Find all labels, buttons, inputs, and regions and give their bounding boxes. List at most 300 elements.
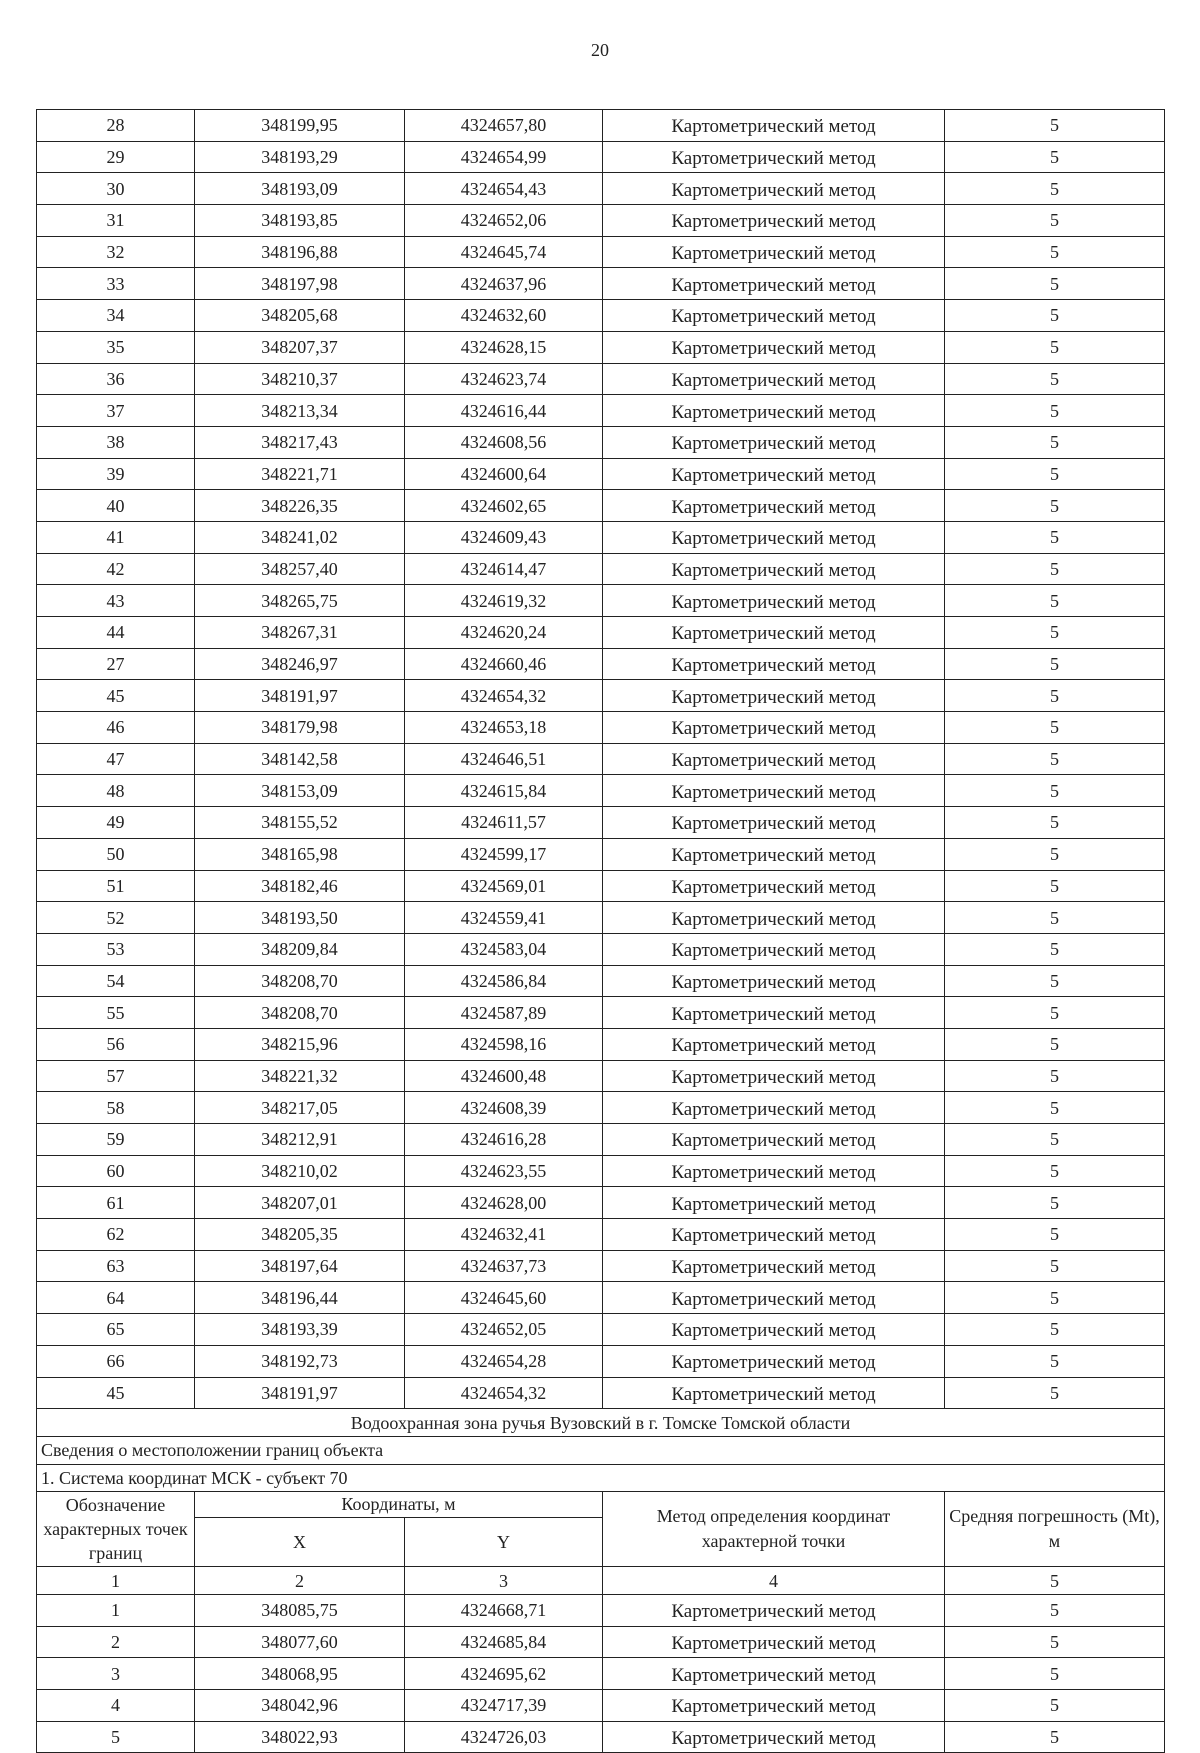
coord-x: 348221,32	[195, 1060, 405, 1092]
coord-x: 348191,97	[195, 680, 405, 712]
point-number: 28	[37, 110, 195, 142]
coord-x: 348217,43	[195, 426, 405, 458]
coord-x: 348207,37	[195, 331, 405, 363]
point-number: 46	[37, 712, 195, 744]
point-number: 52	[37, 902, 195, 934]
coord-y: 4324654,32	[405, 680, 603, 712]
point-number: 63	[37, 1250, 195, 1282]
coord-x: 348209,84	[195, 933, 405, 965]
mean-error: 5	[945, 236, 1165, 268]
column-number: 2	[195, 1567, 405, 1595]
coord-y: 4324652,05	[405, 1314, 603, 1346]
coord-x: 348205,68	[195, 300, 405, 332]
coord-y: 4324645,74	[405, 236, 603, 268]
coord-y: 4324600,48	[405, 1060, 603, 1092]
method: Картометрический метод	[603, 743, 945, 775]
point-number: 2	[37, 1626, 195, 1658]
coord-y: 4324726,03	[405, 1721, 603, 1753]
coord-x: 348215,96	[195, 1028, 405, 1060]
coord-y: 4324628,15	[405, 331, 603, 363]
coord-y: 4324637,96	[405, 268, 603, 300]
table-row	[37, 363, 1165, 395]
coord-x: 348207,01	[195, 1187, 405, 1219]
method: Картометрический метод	[603, 1092, 945, 1124]
point-number: 43	[37, 585, 195, 617]
column-number: 5	[945, 1567, 1165, 1595]
point-number: 58	[37, 1092, 195, 1124]
table-row	[37, 933, 1165, 965]
coord-x: 348193,39	[195, 1314, 405, 1346]
coord-y: 4324586,84	[405, 965, 603, 997]
table-row	[37, 775, 1165, 807]
header-method: Метод определения координат характерной точки	[603, 1492, 945, 1567]
mean-error: 5	[945, 997, 1165, 1029]
table-row	[37, 458, 1165, 490]
mean-error: 5	[945, 807, 1165, 839]
point-number: 4	[37, 1690, 195, 1722]
point-number: 51	[37, 870, 195, 902]
mean-error: 5	[945, 743, 1165, 775]
table-row	[37, 1594, 1165, 1626]
method: Картометрический метод	[603, 1155, 945, 1187]
table-row	[37, 1124, 1165, 1156]
mean-error: 5	[945, 775, 1165, 807]
coord-x: 348077,60	[195, 1626, 405, 1658]
method: Картометрический метод	[603, 838, 945, 870]
table-row	[37, 1155, 1165, 1187]
table-row	[37, 712, 1165, 744]
table-row	[37, 300, 1165, 332]
coord-x: 348192,73	[195, 1345, 405, 1377]
table-row	[37, 1721, 1165, 1753]
point-number: 50	[37, 838, 195, 870]
coord-x: 348212,91	[195, 1124, 405, 1156]
mean-error: 5	[945, 1690, 1165, 1722]
mean-error: 5	[945, 870, 1165, 902]
mean-error: 5	[945, 521, 1165, 553]
coord-x: 348165,98	[195, 838, 405, 870]
coord-y: 4324619,32	[405, 585, 603, 617]
mean-error: 5	[945, 173, 1165, 205]
coord-x: 348182,46	[195, 870, 405, 902]
info-row	[37, 1436, 1165, 1464]
mean-error: 5	[945, 712, 1165, 744]
mean-error: 5	[945, 426, 1165, 458]
coord-x: 348197,98	[195, 268, 405, 300]
coord-x: 348142,58	[195, 743, 405, 775]
method: Картометрический метод	[603, 426, 945, 458]
method: Картометрический метод	[603, 1690, 945, 1722]
coordinate-system-line: 1. Система координат МСК - субъект 70	[37, 1464, 1165, 1492]
mean-error: 5	[945, 363, 1165, 395]
mean-error: 5	[945, 458, 1165, 490]
mean-error: 5	[945, 1250, 1165, 1282]
method: Картометрический метод	[603, 300, 945, 332]
point-number: 57	[37, 1060, 195, 1092]
table-row	[37, 1092, 1165, 1124]
mean-error: 5	[945, 490, 1165, 522]
mean-error: 5	[945, 141, 1165, 173]
coord-y: 4324623,55	[405, 1155, 603, 1187]
point-number: 44	[37, 617, 195, 649]
table-row	[37, 141, 1165, 173]
table-row	[37, 902, 1165, 934]
method: Картометрический метод	[603, 585, 945, 617]
coord-y: 4324623,74	[405, 363, 603, 395]
column-numbers-row	[37, 1567, 1165, 1595]
method: Картометрический метод	[603, 236, 945, 268]
coord-y: 4324654,32	[405, 1377, 603, 1409]
point-number: 45	[37, 680, 195, 712]
point-number: 39	[37, 458, 195, 490]
point-number: 56	[37, 1028, 195, 1060]
mean-error: 5	[945, 648, 1165, 680]
coord-x: 348042,96	[195, 1690, 405, 1722]
method: Картометрический метод	[603, 1282, 945, 1314]
mean-error: 5	[945, 1658, 1165, 1690]
coord-y: 4324620,24	[405, 617, 603, 649]
coord-x: 348193,50	[195, 902, 405, 934]
point-number: 54	[37, 965, 195, 997]
coord-y: 4324559,41	[405, 902, 603, 934]
mean-error: 5	[945, 1124, 1165, 1156]
coord-x: 348085,75	[195, 1594, 405, 1626]
table-row	[37, 965, 1165, 997]
method: Картометрический метод	[603, 1187, 945, 1219]
coord-x: 348208,70	[195, 997, 405, 1029]
point-number: 42	[37, 553, 195, 585]
table-row	[37, 585, 1165, 617]
coord-y: 4324646,51	[405, 743, 603, 775]
coord-y: 4324602,65	[405, 490, 603, 522]
coord-x: 348213,34	[195, 395, 405, 427]
coord-x: 348068,95	[195, 1658, 405, 1690]
method: Картометрический метод	[603, 363, 945, 395]
coord-system-row	[37, 1464, 1165, 1492]
table-row	[37, 743, 1165, 775]
table-row	[37, 1658, 1165, 1690]
header-error: Средняя погрешность (Mt), м	[945, 1492, 1165, 1567]
mean-error: 5	[945, 110, 1165, 142]
method: Картометрический метод	[603, 490, 945, 522]
table-row	[37, 1690, 1165, 1722]
table-row	[37, 838, 1165, 870]
coord-y: 4324616,44	[405, 395, 603, 427]
coord-x: 348217,05	[195, 1092, 405, 1124]
coord-x: 348196,44	[195, 1282, 405, 1314]
method: Картометрический метод	[603, 680, 945, 712]
coordinates-table	[36, 109, 1165, 1753]
table-row	[37, 173, 1165, 205]
point-number: 41	[37, 521, 195, 553]
table-row	[37, 1314, 1165, 1346]
table-row	[37, 268, 1165, 300]
mean-error: 5	[945, 1028, 1165, 1060]
point-number: 38	[37, 426, 195, 458]
coord-y: 4324695,62	[405, 1658, 603, 1690]
method: Картометрический метод	[603, 173, 945, 205]
mean-error: 5	[945, 395, 1165, 427]
table-row	[37, 395, 1165, 427]
table-row	[37, 997, 1165, 1029]
mean-error: 5	[945, 1282, 1165, 1314]
mean-error: 5	[945, 268, 1165, 300]
header-row-1	[37, 1492, 1165, 1518]
coord-x: 348210,37	[195, 363, 405, 395]
point-number: 62	[37, 1219, 195, 1251]
mean-error: 5	[945, 1155, 1165, 1187]
column-number: 1	[37, 1567, 195, 1595]
coord-y: 4324611,57	[405, 807, 603, 839]
coord-x: 348193,09	[195, 173, 405, 205]
point-number: 30	[37, 173, 195, 205]
table-row	[37, 110, 1165, 142]
mean-error: 5	[945, 1314, 1165, 1346]
coord-y: 4324653,18	[405, 712, 603, 744]
method: Картометрический метод	[603, 553, 945, 585]
coord-x: 348191,97	[195, 1377, 405, 1409]
method: Картометрический метод	[603, 1314, 945, 1346]
table-row	[37, 1028, 1165, 1060]
header-coordinates: Координаты, м	[195, 1492, 603, 1518]
table-row	[37, 1060, 1165, 1092]
point-number: 31	[37, 205, 195, 237]
coord-y: 4324569,01	[405, 870, 603, 902]
coord-y: 4324654,28	[405, 1345, 603, 1377]
method: Картометрический метод	[603, 807, 945, 839]
method: Картометрический метод	[603, 1626, 945, 1658]
mean-error: 5	[945, 1092, 1165, 1124]
coord-y: 4324583,04	[405, 933, 603, 965]
point-number: 53	[37, 933, 195, 965]
column-number: 4	[603, 1567, 945, 1595]
coord-x: 348196,88	[195, 236, 405, 268]
mean-error: 5	[945, 553, 1165, 585]
table-row	[37, 1250, 1165, 1282]
method: Картометрический метод	[603, 1658, 945, 1690]
table-row	[37, 1282, 1165, 1314]
coord-x: 348179,98	[195, 712, 405, 744]
method: Картометрический метод	[603, 1060, 945, 1092]
method: Картометрический метод	[603, 870, 945, 902]
method: Картометрический метод	[603, 965, 945, 997]
table-body-top	[37, 110, 1165, 1409]
coord-x: 348246,97	[195, 648, 405, 680]
point-number: 3	[37, 1658, 195, 1690]
point-number: 48	[37, 775, 195, 807]
table-row	[37, 331, 1165, 363]
point-number: 40	[37, 490, 195, 522]
point-number: 37	[37, 395, 195, 427]
column-number: 3	[405, 1567, 603, 1595]
coord-x: 348153,09	[195, 775, 405, 807]
point-number: 32	[37, 236, 195, 268]
table-row	[37, 1345, 1165, 1377]
object-info-line: Сведения о местоположении границ объекта	[37, 1436, 1165, 1464]
method: Картометрический метод	[603, 712, 945, 744]
point-number: 45	[37, 1377, 195, 1409]
point-number: 59	[37, 1124, 195, 1156]
coord-y: 4324616,28	[405, 1124, 603, 1156]
point-number: 49	[37, 807, 195, 839]
coord-y: 4324615,84	[405, 775, 603, 807]
method: Картометрический метод	[603, 205, 945, 237]
page-number: 20	[591, 40, 609, 60]
point-number: 65	[37, 1314, 195, 1346]
table-body-bottom	[37, 1594, 1165, 1752]
method: Картометрический метод	[603, 521, 945, 553]
table-row	[37, 236, 1165, 268]
point-number: 33	[37, 268, 195, 300]
table-row	[37, 553, 1165, 585]
table-row	[37, 426, 1165, 458]
point-number: 27	[37, 648, 195, 680]
coord-x: 348226,35	[195, 490, 405, 522]
coord-x: 348210,02	[195, 1155, 405, 1187]
method: Картометрический метод	[603, 458, 945, 490]
mean-error: 5	[945, 1345, 1165, 1377]
coord-y: 4324685,84	[405, 1626, 603, 1658]
point-number: 55	[37, 997, 195, 1029]
coord-x: 348193,29	[195, 141, 405, 173]
coord-y: 4324645,60	[405, 1282, 603, 1314]
mean-error: 5	[945, 331, 1165, 363]
point-number: 34	[37, 300, 195, 332]
coord-y: 4324668,71	[405, 1594, 603, 1626]
mean-error: 5	[945, 205, 1165, 237]
method: Картометрический метод	[603, 1219, 945, 1251]
coord-y: 4324614,47	[405, 553, 603, 585]
coord-x: 348193,85	[195, 205, 405, 237]
method: Картометрический метод	[603, 617, 945, 649]
coord-y: 4324609,43	[405, 521, 603, 553]
table-row	[37, 617, 1165, 649]
mean-error: 5	[945, 933, 1165, 965]
coord-y: 4324599,17	[405, 838, 603, 870]
coord-y: 4324632,60	[405, 300, 603, 332]
point-number: 66	[37, 1345, 195, 1377]
mean-error: 5	[945, 300, 1165, 332]
method: Картометрический метод	[603, 648, 945, 680]
coord-x: 348241,02	[195, 521, 405, 553]
table-row	[37, 490, 1165, 522]
table-row	[37, 1377, 1165, 1409]
coord-y: 4324587,89	[405, 997, 603, 1029]
method: Картометрический метод	[603, 395, 945, 427]
mean-error: 5	[945, 1626, 1165, 1658]
method: Картометрический метод	[603, 1028, 945, 1060]
coord-x: 348208,70	[195, 965, 405, 997]
method: Картометрический метод	[603, 997, 945, 1029]
mean-error: 5	[945, 1187, 1165, 1219]
header-designation: Обозначение характерных точек границ	[37, 1492, 195, 1567]
header-y: Y	[405, 1518, 603, 1567]
method: Картометрический метод	[603, 1594, 945, 1626]
coord-y: 4324660,46	[405, 648, 603, 680]
point-number: 36	[37, 363, 195, 395]
mean-error: 5	[945, 838, 1165, 870]
table-row	[37, 680, 1165, 712]
method: Картометрический метод	[603, 268, 945, 300]
mean-error: 5	[945, 1377, 1165, 1409]
mean-error: 5	[945, 680, 1165, 712]
point-number: 61	[37, 1187, 195, 1219]
method: Картометрический метод	[603, 331, 945, 363]
mean-error: 5	[945, 965, 1165, 997]
table-row	[37, 1219, 1165, 1251]
mean-error: 5	[945, 1594, 1165, 1626]
method: Картометрический метод	[603, 902, 945, 934]
point-number: 60	[37, 1155, 195, 1187]
table-section	[37, 1409, 1165, 1595]
point-number: 35	[37, 331, 195, 363]
coord-y: 4324628,00	[405, 1187, 603, 1219]
coord-y: 4324652,06	[405, 205, 603, 237]
mean-error: 5	[945, 902, 1165, 934]
coord-x: 348205,35	[195, 1219, 405, 1251]
method: Картометрический метод	[603, 141, 945, 173]
coord-y: 4324657,80	[405, 110, 603, 142]
coord-x: 348265,75	[195, 585, 405, 617]
coord-y: 4324654,99	[405, 141, 603, 173]
method: Картометрический метод	[603, 1377, 945, 1409]
point-number: 29	[37, 141, 195, 173]
table-row	[37, 807, 1165, 839]
method: Картометрический метод	[603, 1124, 945, 1156]
mean-error: 5	[945, 1060, 1165, 1092]
method: Картометрический метод	[603, 933, 945, 965]
method: Картометрический метод	[603, 110, 945, 142]
coord-y: 4324608,39	[405, 1092, 603, 1124]
coord-y: 4324598,16	[405, 1028, 603, 1060]
zone-title-row	[37, 1409, 1165, 1437]
coord-y: 4324717,39	[405, 1690, 603, 1722]
mean-error: 5	[945, 617, 1165, 649]
coord-y: 4324637,73	[405, 1250, 603, 1282]
table-row	[37, 521, 1165, 553]
zone-title: Водоохранная зона ручья Вузовский в г. Томске Томской области	[37, 1409, 1165, 1437]
method: Картометрический метод	[603, 1721, 945, 1753]
coord-y: 4324608,56	[405, 426, 603, 458]
table-row	[37, 1626, 1165, 1658]
mean-error: 5	[945, 1721, 1165, 1753]
coord-y: 4324600,64	[405, 458, 603, 490]
method: Картометрический метод	[603, 775, 945, 807]
coord-x: 348155,52	[195, 807, 405, 839]
coord-x: 348199,95	[195, 110, 405, 142]
table-row	[37, 870, 1165, 902]
table-row	[37, 205, 1165, 237]
coord-x: 348022,93	[195, 1721, 405, 1753]
point-number: 47	[37, 743, 195, 775]
point-number: 1	[37, 1594, 195, 1626]
coord-x: 348197,64	[195, 1250, 405, 1282]
table-row	[37, 1187, 1165, 1219]
method: Картометрический метод	[603, 1250, 945, 1282]
point-number: 5	[37, 1721, 195, 1753]
coord-x: 348257,40	[195, 553, 405, 585]
coord-y: 4324632,41	[405, 1219, 603, 1251]
coord-x: 348221,71	[195, 458, 405, 490]
mean-error: 5	[945, 585, 1165, 617]
coord-y: 4324654,43	[405, 173, 603, 205]
header-x: X	[195, 1518, 405, 1567]
point-number: 64	[37, 1282, 195, 1314]
table-row	[37, 648, 1165, 680]
coord-x: 348267,31	[195, 617, 405, 649]
method: Картометрический метод	[603, 1345, 945, 1377]
mean-error: 5	[945, 1219, 1165, 1251]
